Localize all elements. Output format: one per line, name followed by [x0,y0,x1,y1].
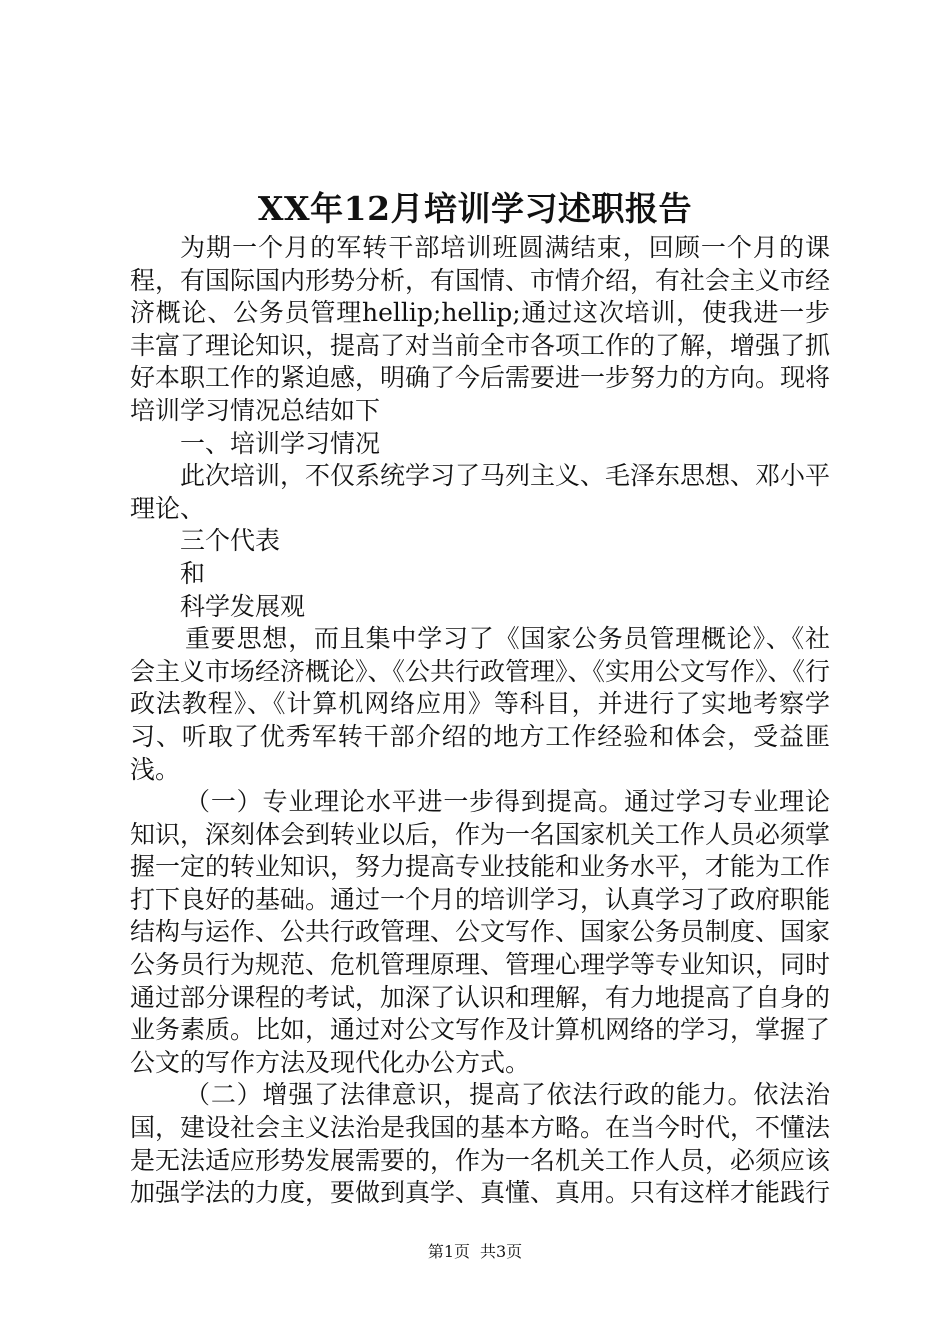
term-scientific-outlook: 科学发展观 [180,591,306,621]
document-body [130,232,830,1210]
page-total: 共3页 [480,1242,523,1261]
paragraph-courses: 重要思想，而且集中学习了《国家公务员管理概论》、《社会主义市场经济概论》、《公共行政管理》、《实用公文写作》、《行政法教程》、《计算机网络应用》等科目，并进行了实地考察学习、听取了优秀军转干部介绍的地方工作经验和体会，受益匪浅。 [130,624,831,784]
term-three-represents: 三个代表 [180,526,281,556]
section-heading-training: 一、培训学习情况 [180,428,381,458]
paragraph-study-topics: 此次培训，不仅系统学习了马列主义、毛泽东思想、邓小平理论、 [130,461,831,523]
document-title: XX年12月培训学习述职报告 [257,189,693,228]
paragraph-intro: 为期一个月的军转干部培训班圆满结束，回顾一个月的课程，有国际国内形势分析，有国情、市情介绍，有社会主义市经济概论、公务员管理hellip;hellip;通过这次培训，使我进一步丰富了理论知识，提高了对当前全市各项工作的了解，增强了抓好本职工作的紧迫感，明确了今后需要进一步努力的方向。现将培训学习情况总结如下 [130,233,831,425]
term-and: 和 [180,558,206,588]
page-footer [0,1241,950,1263]
paragraph-legal-awareness: （二）增强了法律意识，提高了依法行政的能力。依法治国，建设社会主义法治是我国的基本方略。在当今时代，不懂法是无法适应形势发展需要的，作为一名机关工作人员，必须应该加强学法的力度，要做到真学、真懂、真用。只有这样才能践行 [130,1080,831,1208]
paragraph-professional-theory: （一）专业理论水平进一步得到提高。通过学习专业理论知识，深刻体会到转业以后，作为一名国家机关工作人员必须掌握一定的转业知识，努力提高专业技能和业务水平，才能为工作打下良好的基础。通过一个月的培训学习，认真学习了政府职能结构与运作、公共行政管理、公文写作、国家公务员制度、国家公务员行为规范、危机管理原理、管理心理学等专业知识，同时通过部分课程的考试，加深了认识和理解，有力地提高了自身的业务素质。比如，通过对公文写作及计算机网络的学习，掌握了公文的写作方法及现代化办公方式。 [130,787,831,1077]
page-number: 第1页 [427,1242,470,1261]
